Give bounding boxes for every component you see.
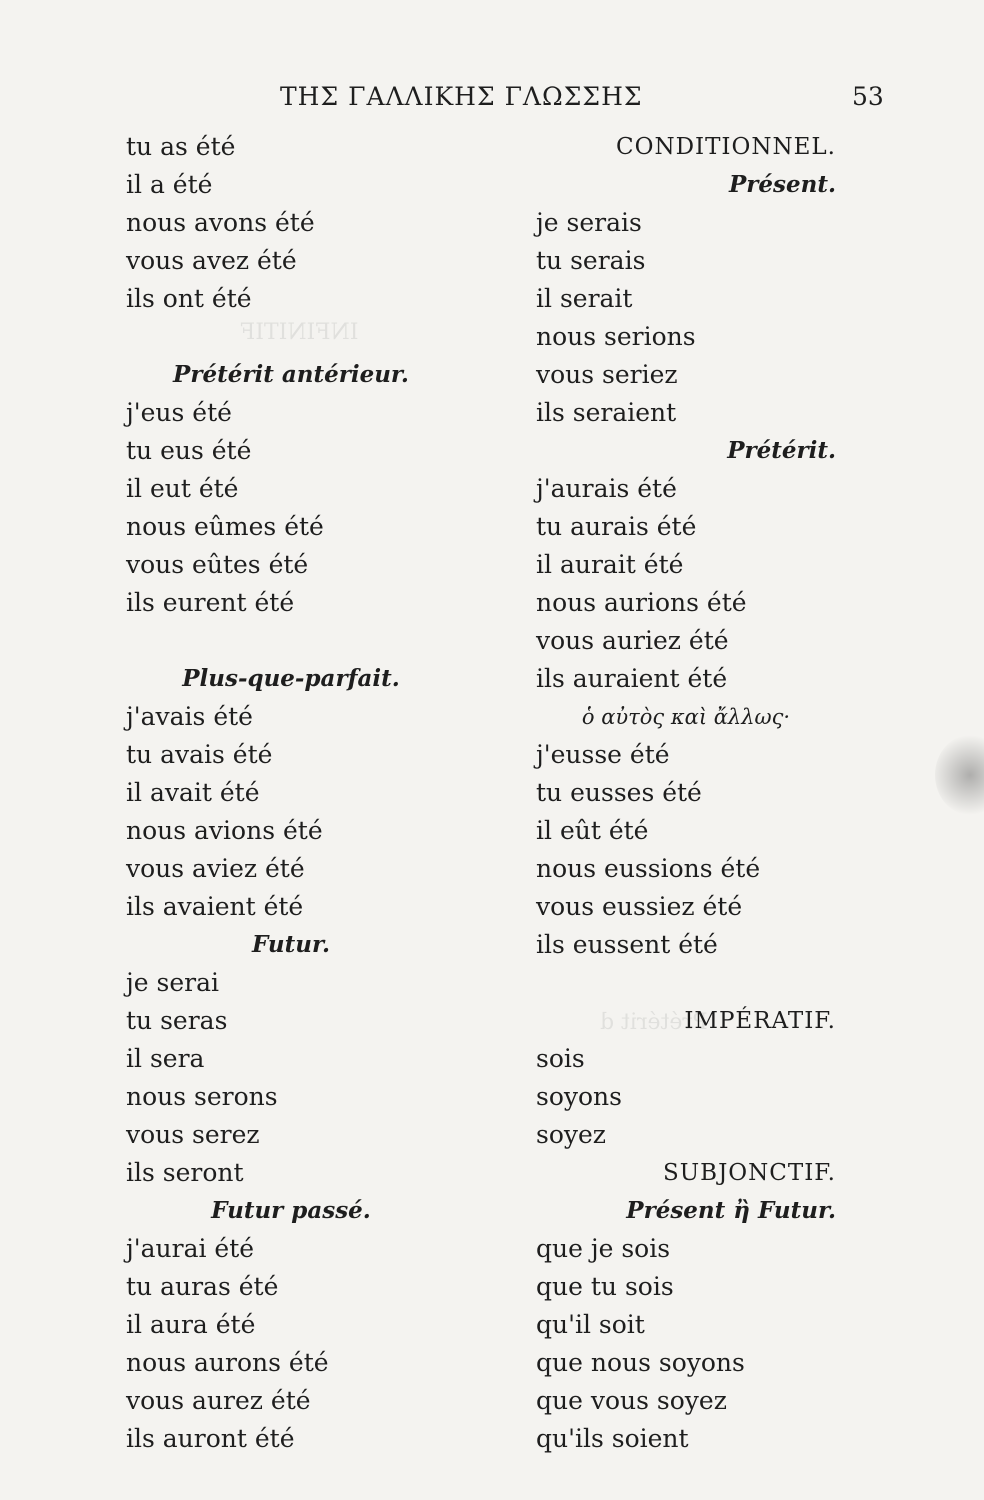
greek-note: ὁ αὐτὸς καὶ ἄλλως· [581,705,791,729]
tense-heading: Futur. [251,931,330,958]
conjugation-line: que vous soyez [536,1386,727,1415]
conjugation-line: tu as été [126,132,236,161]
conjugation-line: vous eûtes été [126,550,309,579]
conjugation-line: que je sois [536,1234,671,1263]
conjugation-line: tu eus été [126,436,252,465]
left-column [126,128,456,1458]
conjugation-line: ils auraient été [536,664,728,693]
conjugation-line: il aurait été [536,550,684,579]
conjugation-line: vous avez été [126,246,297,275]
running-title: ΤΗΣ ΓΑΛΛΙΚΗΣ ΓΛΩΣΣΗΣ [280,82,643,111]
conjugation-line: nous eussions été [536,854,761,883]
conjugation-line: il avait été [126,778,260,807]
tense-heading: Prétérit. [727,437,836,464]
conjugation-line: ils seraient [536,398,677,427]
conjugation-line: ils eussent été [536,930,718,959]
conjugation-line: je serai [126,968,219,997]
conjugation-line: je serais [536,208,642,237]
conjugation-line: j'avais été [126,702,253,731]
conjugation-line: que nous soyons [536,1348,745,1377]
conjugation-line: soyez [536,1120,606,1149]
conjugation-line: j'aurai été [126,1234,255,1263]
conjugation-line: vous serez [126,1120,260,1149]
conjugation-line: sois [536,1044,585,1073]
conjugation-line: nous aurons été [126,1348,329,1377]
blank-line [126,622,456,660]
conjugation-line: tu serais [536,246,646,275]
conjugation-line: vous aurez été [126,1386,311,1415]
conjugation-line: tu eusses été [536,778,702,807]
conjugation-line: j'eus été [126,398,232,427]
conjugation-line: ils auront été [126,1424,295,1453]
conjugation-line: il aura été [126,1310,256,1339]
tense-heading: Présent ἢ Futur. [626,1197,836,1224]
show-through-text: INFINITIF [240,320,359,345]
show-through-text: Prétérit d [600,1010,708,1035]
conjugation-line: vous aviez été [126,854,305,883]
conjugation-line: il eût été [536,816,649,845]
conjugation-line: il serait [536,284,633,313]
mood-heading: SUBJONCTIF. [663,1160,836,1186]
conjugation-line: j'eusse été [536,740,670,769]
conjugation-line: nous aurions été [536,588,747,617]
conjugation-line: ils ont été [126,284,252,313]
conjugation-line: vous eussiez été [536,892,743,921]
ink-stain [935,735,984,815]
conjugation-line: nous serions [536,322,696,351]
conjugation-line: il a été [126,170,213,199]
conjugation-line: tu seras [126,1006,228,1035]
conjugation-line: vous auriez été [536,626,729,655]
conjugation-line: que tu sois [536,1272,674,1301]
conjugation-line: il eut été [126,474,239,503]
conjugation-line: nous serons [126,1082,278,1111]
tense-heading: Plus-que-parfait. [182,665,400,692]
conjugation-line: nous eûmes été [126,512,324,541]
conjugation-line: vous seriez [536,360,678,389]
conjugation-line: nous avons été [126,208,315,237]
conjugation-line: tu aurais été [536,512,697,541]
conjugation-line: j'aurais été [536,474,677,503]
conjugation-line: tu avais été [126,740,273,769]
tense-heading: Présent. [729,171,836,198]
conjugation-line: nous avions été [126,816,323,845]
blank-line [126,318,456,356]
conjugation-line: ils eurent été [126,588,295,617]
conjugation-line: qu'ils soient [536,1424,689,1453]
conjugation-line: il sera [126,1044,205,1073]
conjugation-line: tu auras été [126,1272,279,1301]
conjugation-line: qu'il soit [536,1310,645,1339]
right-column [536,128,836,1458]
mood-heading: CONDITIONNEL. [615,134,836,160]
conjugation-line: ils seront [126,1158,244,1187]
page-number: 53 [852,82,884,111]
conjugation-line: soyons [536,1082,622,1111]
tense-heading: Futur passé. [211,1197,371,1224]
tense-heading: Prétérit antérieur. [173,361,409,388]
mood-heading: IMPÉRATIF. [684,1008,836,1034]
blank-line [536,964,836,1002]
conjugation-line: ils avaient été [126,892,304,921]
